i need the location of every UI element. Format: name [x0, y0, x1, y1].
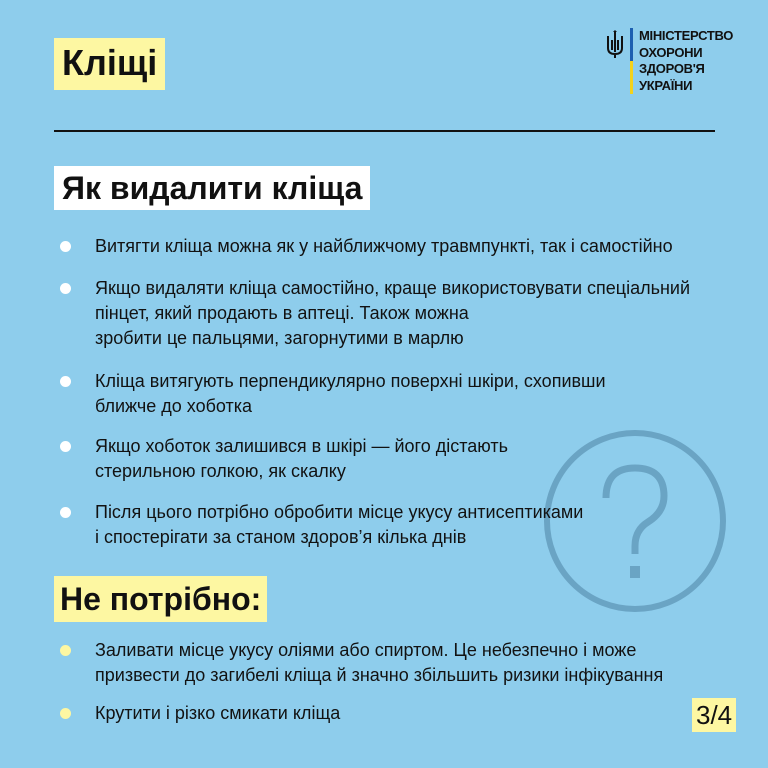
list-item-text: ближче до хоботка	[95, 396, 253, 416]
list-item-text: призвести до загибелі кліща й значно збільшить ризики інфікування	[95, 665, 664, 685]
list-item	[95, 500, 735, 550]
flag-bar	[630, 28, 633, 94]
ministry-logo	[605, 28, 733, 94]
list-item-text: Заливати місце укусу оліями або спиртом. Це небезпечно і може	[95, 640, 637, 660]
page-title: Кліщі	[54, 38, 165, 90]
ministry-line: УКРАЇНИ	[639, 77, 693, 93]
bullet	[60, 283, 71, 294]
list-item-text: Якщо хоботок залишився в шкірі — його дістають	[95, 436, 508, 456]
header-divider	[54, 130, 715, 132]
ministry-name	[639, 28, 733, 94]
list-item-text: Крутити і різко смикати кліща	[95, 703, 341, 723]
section-heading-remove: Як видалити кліща	[54, 166, 370, 210]
page-indicator: 3/4	[692, 698, 736, 732]
list-item	[95, 234, 735, 259]
list-item	[95, 434, 735, 484]
list-item	[95, 638, 735, 688]
list-item-text: Кліща витягують перпендикулярно поверхні шкіри, схопивши	[95, 371, 606, 391]
section-heading-dont: Не потрібно:	[54, 576, 267, 622]
bullet	[60, 507, 71, 518]
bullet	[60, 441, 71, 452]
trident-icon	[605, 30, 625, 60]
list-item	[95, 701, 735, 726]
bullet	[60, 241, 71, 252]
list-item-text: Витягти кліща можна як у найближчому травмпункті, так і самостійно	[95, 236, 673, 256]
list-item-text: Якщо видаляти кліща самостійно, краще використовувати спеціальний	[95, 278, 691, 298]
bullet	[60, 645, 71, 656]
ministry-line: МІНІСТЕРСТВО	[639, 28, 734, 43]
list-item-text: Після цього потрібно обробити місце укусу антисептиками	[95, 502, 584, 522]
list-item	[95, 276, 735, 351]
ministry-line: ОХОРОНИ	[639, 44, 703, 60]
ministry-line: ЗДОРОВ'Я	[639, 61, 705, 76]
list-item-text: стерильною голкою, як скалку	[95, 461, 346, 481]
list-item-text: зробити це пальцями, загорнутими в марлю	[95, 328, 464, 348]
bullet	[60, 376, 71, 387]
bullet	[60, 708, 71, 719]
list-item	[95, 369, 735, 419]
list-item-text: пінцет, який продають в аптеці. Також можна	[95, 303, 469, 323]
list-item-text: і спостерігати за станом здоров’я кілька днів	[95, 527, 467, 547]
